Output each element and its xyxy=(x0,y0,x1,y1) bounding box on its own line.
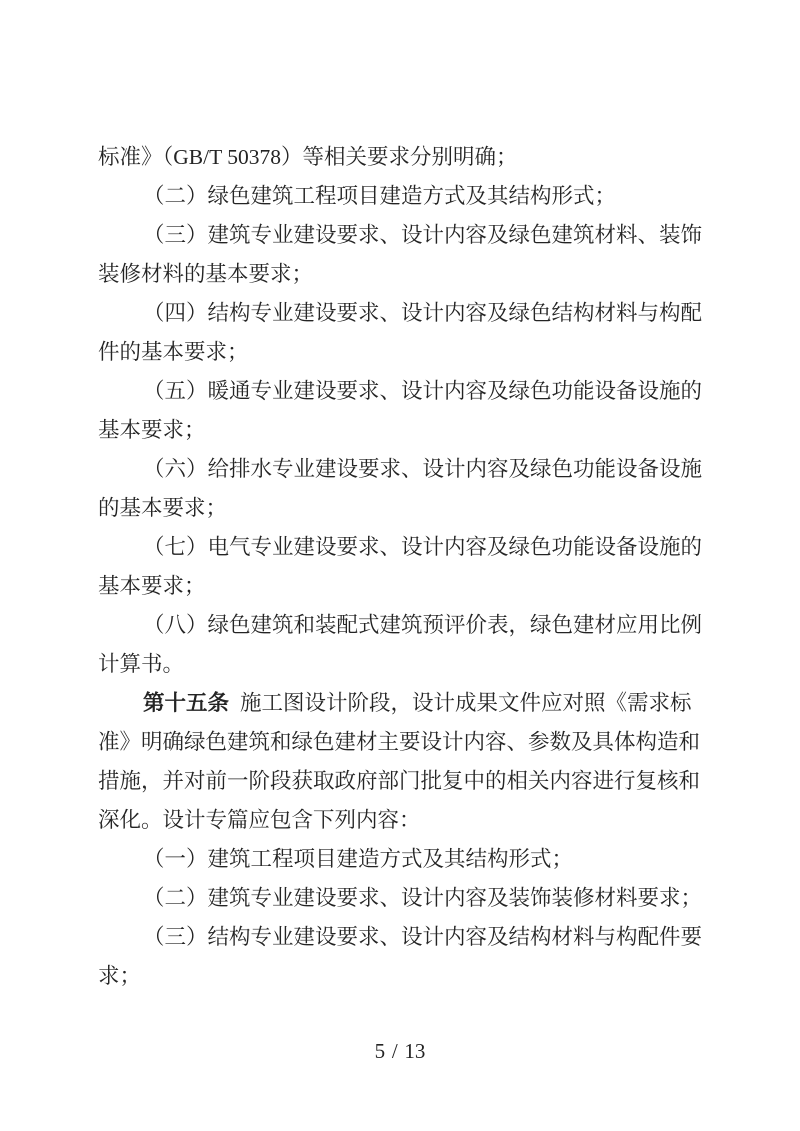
text-line: （三）建筑专业建设要求、设计内容及绿色建筑材料、装饰 xyxy=(143,223,703,247)
page-number-current: 5 xyxy=(374,1039,386,1063)
text-line: 基本要求； xyxy=(98,418,206,442)
text-line: （八）绿色建筑和装配式建筑预评价表，绿色建材应用比例 xyxy=(143,613,703,637)
text-line: （一）建筑工程项目建造方式及其结构形式； xyxy=(143,847,574,871)
page-number-separator: / xyxy=(391,1039,398,1063)
text-line: 计算书。 xyxy=(98,652,185,676)
document-body xyxy=(98,138,704,996)
text-line: （六）给排水专业建设要求、设计内容及绿色功能设备设施 xyxy=(143,457,703,481)
text-line: 的基本要求； xyxy=(98,496,228,520)
page-number-total: 13 xyxy=(404,1039,426,1063)
text-line: 标准》（GB/T 50378）等相关要求分别明确； xyxy=(98,145,518,169)
text-line: 第十五条 施工图设计阶段，设计成果文件应对照《需求标 xyxy=(143,691,692,715)
text-line: （四）结构专业建设要求、设计内容及绿色结构材料与构配 xyxy=(143,301,703,325)
text-line: （三）结构专业建设要求、设计内容及结构材料与构配件要 xyxy=(143,925,703,949)
text-line: 求； xyxy=(98,964,142,988)
text-line: 装修材料的基本要求； xyxy=(98,262,314,286)
article-number-label: 第十五条 xyxy=(143,691,230,715)
text-line: 深化。设计专篇应包含下列内容： xyxy=(98,808,421,832)
text-line: （二）绿色建筑工程项目建造方式及其结构形式； xyxy=(143,184,617,208)
page-footer xyxy=(0,1038,800,1064)
text-line: （二）建筑专业建设要求、设计内容及装饰装修材料要求； xyxy=(143,886,703,910)
text-line: （七）电气专业建设要求、设计内容及绿色功能设备设施的 xyxy=(143,535,703,559)
text-line: 基本要求； xyxy=(98,574,206,598)
text-line: 措施，并对前一阶段获取政府部门批复中的相关内容进行复核和 xyxy=(98,769,701,793)
text-line: 件的基本要求； xyxy=(98,340,249,364)
text-line: （五）暖通专业建设要求、设计内容及绿色功能设备设施的 xyxy=(143,379,703,403)
text-line: 准》明确绿色建筑和绿色建材主要设计内容、参数及具体构造和 xyxy=(98,730,701,754)
